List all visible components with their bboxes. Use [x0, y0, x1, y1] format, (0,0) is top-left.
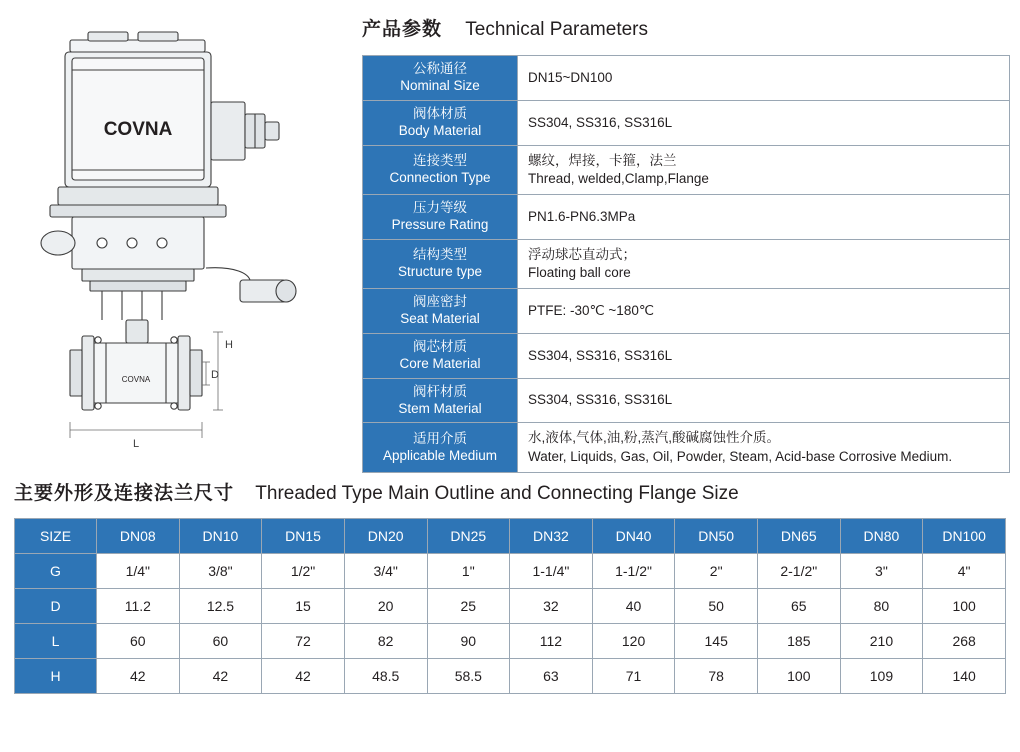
param-value-line1: SS304, SS316, SS316L: [528, 347, 673, 363]
param-label-en: Body Material: [398, 122, 482, 138]
row-header-h: H: [15, 659, 97, 694]
cell-g-dn10: 3/8": [179, 554, 262, 589]
dimension-h: H: [225, 339, 233, 351]
brand-label-actuator: COVNA: [103, 119, 173, 140]
table-row: [15, 554, 1006, 589]
table-row: [363, 145, 1010, 194]
cell-h-dn40: 71: [592, 659, 675, 694]
param-label-body-material: [363, 100, 518, 145]
param-value-line1: DN15~DN100: [528, 69, 613, 85]
flange-size-heading: [14, 478, 1006, 505]
cell-g-dn100: 4": [923, 554, 1006, 589]
param-label-en: Stem Material: [398, 400, 482, 416]
cell-d-dn25: 25: [427, 589, 510, 624]
cell-g-dn80: 3": [840, 554, 923, 589]
flange-size-heading-en: Threaded Type Main Outline and Connecting Flange Size: [255, 483, 739, 504]
param-value-line1: PTFE: -30℃ ~180℃: [528, 302, 654, 318]
param-label-cn: 连接类型: [413, 152, 467, 168]
table-row: [363, 333, 1010, 378]
table-header-row: [15, 519, 1006, 554]
col-header-dn50: DN50: [675, 519, 758, 554]
cell-d-dn50: 50: [675, 589, 758, 624]
technical-parameters-heading-en: Technical Parameters: [465, 19, 648, 40]
cell-l-dn15: 72: [262, 624, 345, 659]
cell-g-dn20: 3/4": [344, 554, 427, 589]
param-label-seat-material: [363, 289, 518, 334]
param-value-line1: 水,液体,气体,油,粉,蒸汽,酸碱腐蚀性介质。: [528, 430, 781, 446]
technical-parameters-heading-cn: 产品参数: [362, 19, 443, 40]
cell-h-dn15: 42: [262, 659, 345, 694]
row-header-d: D: [15, 589, 97, 624]
technical-parameters-heading: [362, 14, 1010, 41]
row-header-l: L: [15, 624, 97, 659]
cell-g-dn32: 1-1/4": [510, 554, 593, 589]
col-header-size: SIZE: [15, 519, 97, 554]
flange-size-heading-cn: 主要外形及连接法兰尺寸: [14, 483, 235, 504]
cell-g-dn15: 1/2": [262, 554, 345, 589]
param-value-line1: 浮动球芯直动式；: [528, 246, 636, 262]
flange-size-table: [14, 518, 1006, 694]
param-label-en: Connection Type: [389, 169, 491, 185]
col-header-dn100: DN100: [923, 519, 1006, 554]
col-header-dn20: DN20: [344, 519, 427, 554]
param-value-pressure-rating: [518, 194, 1010, 239]
col-header-dn32: DN32: [510, 519, 593, 554]
param-value-body-material: [518, 100, 1010, 145]
cell-g-dn40: 1-1/2": [592, 554, 675, 589]
col-header-dn25: DN25: [427, 519, 510, 554]
param-value-line1: PN1.6-PN6.3MPa: [528, 208, 636, 224]
param-label-stem-material: [363, 378, 518, 423]
cell-d-dn20: 20: [344, 589, 427, 624]
col-header-dn80: DN80: [840, 519, 923, 554]
param-label-applicable-medium: [363, 423, 518, 472]
param-label-core-material: [363, 333, 518, 378]
param-label-en: Seat Material: [400, 311, 480, 326]
param-label-cn: 阀芯材质: [413, 338, 467, 354]
table-row: [363, 194, 1010, 239]
flange-size-section: [14, 478, 1006, 694]
param-value-stem-material: [518, 378, 1010, 423]
param-label-cn: 公称通径: [413, 61, 467, 76]
param-label-cn: 结构类型: [413, 247, 467, 263]
dimension-l: L: [132, 438, 140, 450]
cell-h-dn50: 78: [675, 659, 758, 694]
brand-label-valve: COVNA: [121, 375, 151, 384]
cell-l-dn25: 90: [427, 624, 510, 659]
col-header-dn10: DN10: [179, 519, 262, 554]
cell-g-dn08: 1/4": [97, 554, 180, 589]
cell-l-dn65: 185: [758, 624, 841, 659]
param-value-line2: Water, Liquids, Gas, Oil, Powder, Steam, Acid-base Corrosive Medium.: [528, 448, 953, 464]
param-value-line1: 螺纹，焊接，卡箍，法兰: [528, 152, 677, 168]
cell-h-dn25: 58.5: [427, 659, 510, 694]
cell-l-dn10: 60: [179, 624, 262, 659]
product-illustration: [10, 10, 350, 460]
param-value-applicable-medium: [518, 423, 1010, 472]
col-header-dn65: DN65: [758, 519, 841, 554]
dimension-d: D: [211, 369, 219, 381]
cell-h-dn20: 48.5: [344, 659, 427, 694]
col-header-dn08: DN08: [97, 519, 180, 554]
cell-l-dn100: 268: [923, 624, 1006, 659]
param-label-connection-type: [363, 145, 518, 194]
cell-l-dn40: 120: [592, 624, 675, 659]
cell-d-dn10: 12.5: [179, 589, 262, 624]
cell-h-dn80: 109: [840, 659, 923, 694]
cell-l-dn32: 112: [510, 624, 593, 659]
table-row: [15, 659, 1006, 694]
table-row: [363, 289, 1010, 334]
param-label-pressure-rating: [363, 194, 518, 239]
param-value-seat-material: [518, 289, 1010, 334]
row-header-g: G: [15, 554, 97, 589]
param-label-en: Structure type: [397, 263, 483, 279]
cell-d-dn08: 11.2: [97, 589, 180, 624]
cell-g-dn50: 2": [675, 554, 758, 589]
cell-h-dn100: 140: [923, 659, 1006, 694]
param-value-line1: SS304, SS316, SS316L: [528, 392, 673, 408]
cell-h-dn32: 63: [510, 659, 593, 694]
param-label-cn: 阀座密封: [413, 294, 467, 310]
table-row: [363, 423, 1010, 472]
technical-parameters-section: [362, 14, 1010, 473]
cell-l-dn08: 60: [97, 624, 180, 659]
table-row: [363, 100, 1010, 145]
param-value-line1: SS304, SS316, SS316L: [528, 114, 673, 130]
col-header-dn40: DN40: [592, 519, 675, 554]
cell-h-dn10: 42: [179, 659, 262, 694]
param-value-core-material: [518, 333, 1010, 378]
table-row: [363, 378, 1010, 423]
param-label-cn: 阀体材质: [413, 105, 467, 121]
param-label-en: Core Material: [399, 355, 481, 371]
table-row: [363, 239, 1010, 288]
cell-h-dn65: 100: [758, 659, 841, 694]
cell-g-dn25: 1": [427, 554, 510, 589]
param-value-structure-type: [518, 239, 1010, 288]
cell-d-dn100: 100: [923, 589, 1006, 624]
cell-d-dn15: 15: [262, 589, 345, 624]
param-label-cn: 适用介质: [413, 430, 467, 446]
param-value-nominal-size: [518, 56, 1010, 101]
param-label-nominal-size: [363, 56, 518, 101]
param-value-line2: Floating ball core: [528, 264, 631, 280]
cell-l-dn50: 145: [675, 624, 758, 659]
cell-l-dn20: 82: [344, 624, 427, 659]
technical-parameters-table: [362, 55, 1010, 473]
cell-g-dn65: 2-1/2": [758, 554, 841, 589]
cell-d-dn80: 80: [840, 589, 923, 624]
cell-l-dn80: 210: [840, 624, 923, 659]
table-row: [15, 589, 1006, 624]
cell-d-dn40: 40: [592, 589, 675, 624]
param-label-en: Nominal Size: [400, 77, 480, 93]
param-label-en: Applicable Medium: [382, 447, 498, 463]
cell-d-dn32: 32: [510, 589, 593, 624]
cell-h-dn08: 42: [97, 659, 180, 694]
param-value-connection-type: [518, 145, 1010, 194]
param-value-line2: Thread, welded,Clamp,Flange: [528, 170, 709, 186]
param-label-en: Pressure Rating: [391, 216, 489, 232]
cell-d-dn65: 65: [758, 589, 841, 624]
param-label-cn: 压力等级: [413, 199, 467, 215]
param-label-cn: 阀杆材质: [413, 383, 467, 399]
table-row: [363, 56, 1010, 101]
table-row: [15, 624, 1006, 659]
param-label-structure-type: [363, 239, 518, 288]
col-header-dn15: DN15: [262, 519, 345, 554]
